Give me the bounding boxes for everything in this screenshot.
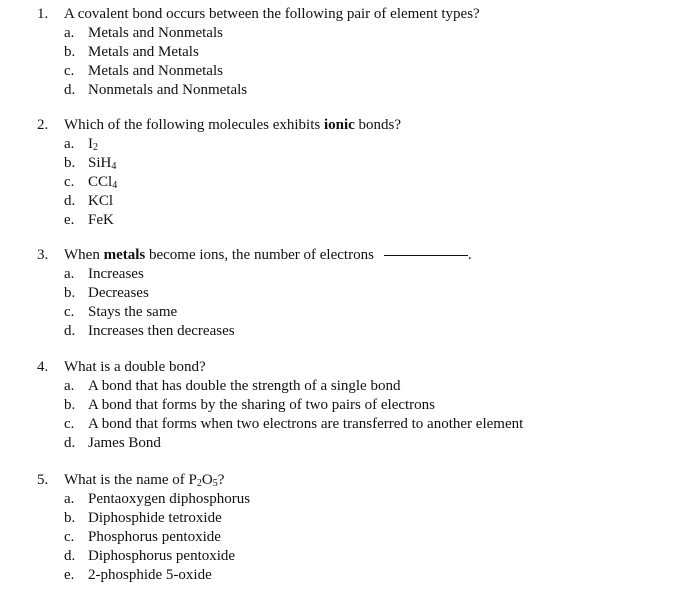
option-b	[0, 396, 700, 415]
option-letter: a.	[64, 266, 75, 282]
option-a	[0, 490, 700, 509]
question-text-end: .	[467, 247, 472, 263]
option-c	[0, 173, 700, 192]
question-text	[64, 246, 472, 265]
option-text: Decreases	[88, 285, 149, 301]
option-text: Metals and Nonmetals	[88, 63, 223, 79]
question-text	[64, 471, 224, 490]
option-e	[0, 211, 700, 230]
formula-base: O	[201, 472, 213, 488]
option-letter: c.	[64, 416, 75, 432]
option-letter: c.	[64, 529, 75, 545]
option-text: A bond that forms by the sharing of two pairs of electrons	[88, 397, 436, 413]
option-letter: d.	[64, 82, 76, 98]
question-number: 3.	[37, 247, 49, 263]
option-text: Nonmetals and Nonmetals	[88, 82, 248, 98]
question-number: 4.	[37, 359, 49, 375]
option-letter: a.	[64, 136, 75, 152]
option-letter: b.	[64, 155, 76, 171]
option-e	[0, 566, 700, 585]
option-b	[0, 43, 700, 62]
option-letter: b.	[64, 510, 76, 526]
option-text: Increases	[88, 266, 144, 282]
option-text: Pentaoxygen diphosphorus	[88, 491, 251, 507]
question-text-after: bonds?	[354, 117, 402, 133]
option-d	[0, 434, 700, 453]
option-text: Metals and Nonmetals	[88, 25, 223, 41]
formula-subscript: 4	[111, 161, 117, 172]
option-c	[0, 528, 700, 547]
option-letter: b.	[64, 397, 76, 413]
option-c	[0, 303, 700, 322]
option-text	[88, 173, 117, 192]
option-b	[0, 509, 700, 528]
question-text: A covalent bond occurs between the following pair of element types?	[64, 6, 480, 22]
option-letter: c.	[64, 174, 75, 190]
formula-subscript: 2	[93, 142, 98, 153]
formula-base: CCl	[88, 174, 113, 190]
question-number: 2.	[37, 117, 49, 133]
option-d	[0, 81, 700, 100]
option-letter: e.	[64, 567, 75, 583]
question-text: What is a double bond?	[64, 359, 206, 375]
formula-subscript: 2	[196, 478, 202, 489]
option-text: Metals and Metals	[88, 44, 199, 60]
option-list	[0, 24, 700, 100]
option-b	[0, 154, 700, 173]
question-text-before: When	[64, 247, 104, 263]
option-list	[0, 377, 700, 453]
option-text	[88, 135, 98, 154]
question-number: 1.	[37, 6, 49, 22]
option-text: Diphosphide tetroxide	[88, 510, 222, 526]
option-list	[0, 265, 700, 341]
option-letter: d.	[64, 193, 76, 209]
question-text-before: What is the name of P	[64, 472, 197, 488]
option-d	[0, 192, 700, 211]
option-text: 2-phosphide 5-oxide	[88, 567, 212, 583]
option-letter: a.	[64, 378, 75, 394]
option-a	[0, 377, 700, 396]
option-b	[0, 284, 700, 303]
option-a	[0, 24, 700, 43]
option-text: Increases then decreases	[88, 323, 235, 339]
option-letter: c.	[64, 63, 75, 79]
option-text	[88, 154, 116, 173]
option-d	[0, 547, 700, 566]
option-a	[0, 135, 700, 154]
option-text: FeK	[88, 212, 114, 228]
question-text-after: ?	[217, 472, 225, 488]
question-text	[64, 116, 401, 135]
option-text: KCl	[88, 193, 114, 209]
option-letter: d.	[64, 323, 76, 339]
option-text: Diphosphorus pentoxide	[88, 548, 236, 564]
formula-subscript: 4	[112, 180, 118, 191]
option-c	[0, 62, 700, 81]
option-letter: e.	[64, 212, 75, 228]
question-number: 5.	[37, 472, 49, 488]
option-list	[0, 490, 700, 585]
option-c	[0, 415, 700, 434]
question-text-before: Which of the following molecules exhibits	[64, 117, 324, 133]
option-letter: d.	[64, 548, 76, 564]
option-text: A bond that has double the strength of a single bond	[88, 378, 401, 394]
question-text-after: become ions, the number of electrons	[145, 247, 374, 263]
question-text-bold: ionic	[323, 117, 355, 133]
answer-blank	[384, 255, 468, 256]
option-letter: c.	[64, 304, 75, 320]
formula-base: I	[88, 136, 93, 152]
option-letter: a.	[64, 491, 75, 507]
option-d	[0, 322, 700, 341]
question-text-bold: metals	[103, 247, 146, 263]
option-text: James Bond	[88, 435, 161, 451]
option-letter: b.	[64, 285, 76, 301]
formula-base: SiH	[88, 155, 112, 171]
option-list	[0, 135, 700, 230]
option-text: Stays the same	[88, 304, 178, 320]
option-text: Phosphorus pentoxide	[88, 529, 221, 545]
option-letter: a.	[64, 25, 75, 41]
formula-subscript: 5	[212, 478, 218, 489]
option-text: A bond that forms when two electrons are transferred to another element	[88, 416, 524, 432]
option-letter: d.	[64, 435, 76, 451]
option-a	[0, 265, 700, 284]
option-letter: b.	[64, 44, 76, 60]
